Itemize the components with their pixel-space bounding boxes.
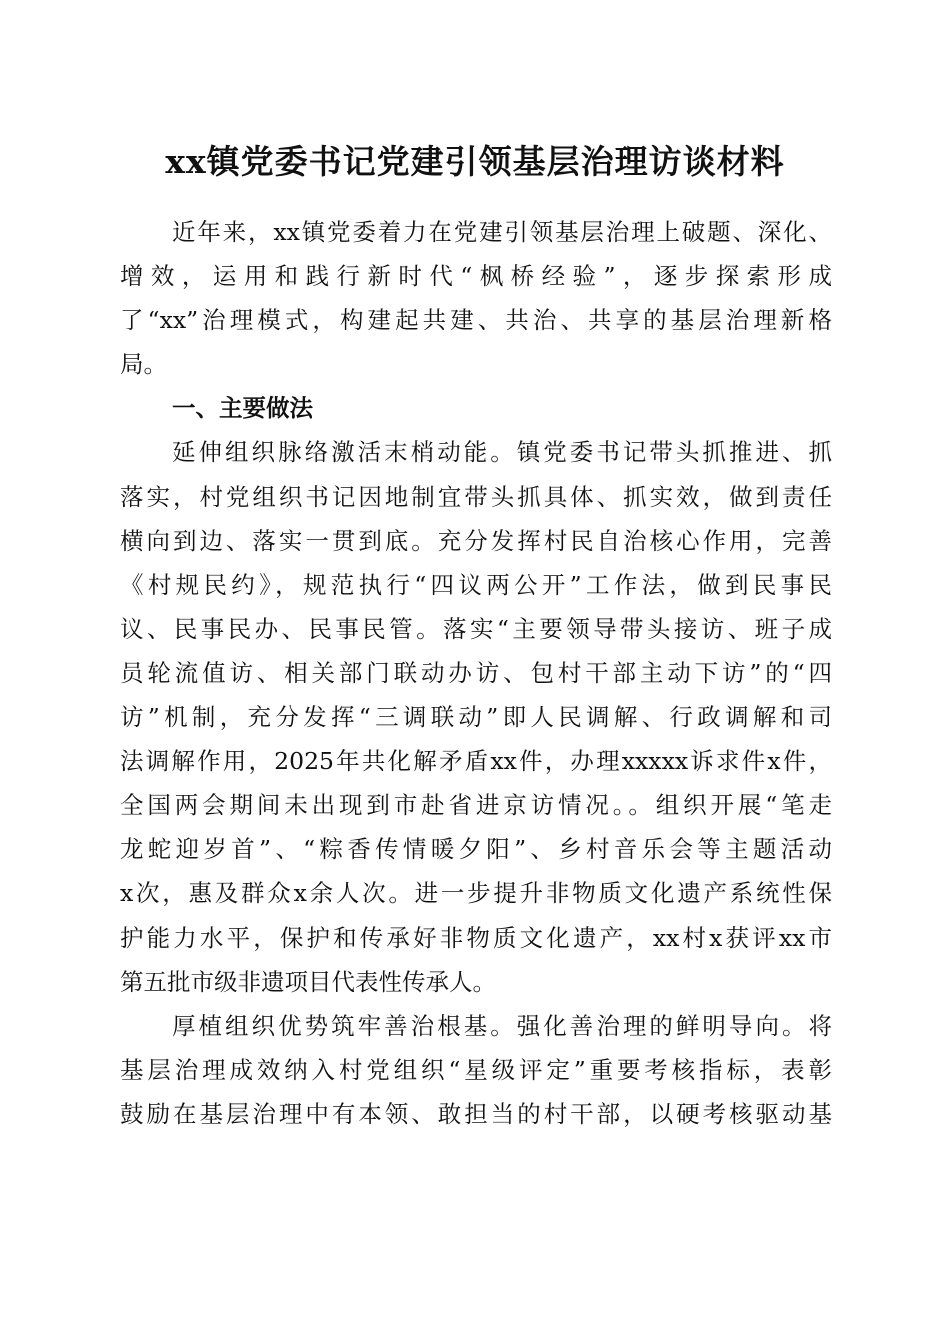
text-line: 厚植组织优势筑牢善治根基。强化善治理的鲜明导向。将 [172, 1011, 832, 1040]
text-line: 延伸组织脉络激活末梢动能。镇党委书记带头抓推进、抓 [172, 438, 832, 467]
text-line: x次，惠及群众x余人次。进一步提升非物质文化遗产系统性保 [120, 879, 832, 908]
text-line: 增效，运用和践行新时代“枫桥经验”，逐步探索形成 [120, 262, 832, 291]
intro-paragraph [120, 210, 832, 386]
text-line: 鼓励在基层治理中有本领、敢担当的村干部，以硬考核驱动基 [120, 1099, 832, 1128]
document-title: xx镇党委书记党建引领基层治理访谈材料 [165, 142, 785, 181]
text-line: 《村规民约》，规范执行“四议两公开”工作法，做到民事民 [120, 570, 832, 599]
text-line: 议、民事民办、民事民管。落实“主要领导带头接访、班子成 [120, 614, 832, 643]
text-line: 局。 [120, 350, 167, 379]
section-heading: 一、主要做法 [172, 394, 313, 423]
paragraph-1 [120, 430, 832, 1003]
paragraph-2 [120, 1004, 832, 1136]
text-line: 全国两会期间未出现到市赴省进京访情况。。组织开展“笔走 [120, 791, 832, 820]
document-body [120, 210, 832, 1136]
text-line: 落实，村党组织书记因地制宜带头抓具体、抓实效，做到责任 [120, 482, 832, 511]
text-line: 访”机制，充分发挥“三调联动”即人民调解、行政调解和司 [120, 703, 832, 732]
text-line: 横向到边、落实一贯到底。充分发挥村民自治核心作用，完善 [120, 526, 832, 555]
text-line: 员轮流值访、相关部门联动办访、包村干部主动下访”的“四 [120, 658, 832, 687]
text-line: 法调解作用，2025年共化解矛盾xx件，办理xxxxx诉求件x件， [120, 747, 832, 776]
text-line: 龙蛇迎岁首”、“粽香传情暖夕阳”、乡村音乐会等主题活动 [120, 835, 832, 864]
text-line: 护能力水平，保护和传承好非物质文化遗产，xx村x获评xx市 [120, 923, 832, 952]
text-line: 了“xx”治理模式，构建起共建、共治、共享的基层治理新格 [120, 306, 832, 335]
text-line: 近年来，xx镇党委着力在党建引领基层治理上破题、深化、 [172, 218, 832, 246]
text-line: 基层治理成效纳入村党组织“星级评定”重要考核指标，表彰 [120, 1055, 832, 1084]
text-line: 第五批市级非遗项目代表性传承人。 [120, 967, 496, 996]
